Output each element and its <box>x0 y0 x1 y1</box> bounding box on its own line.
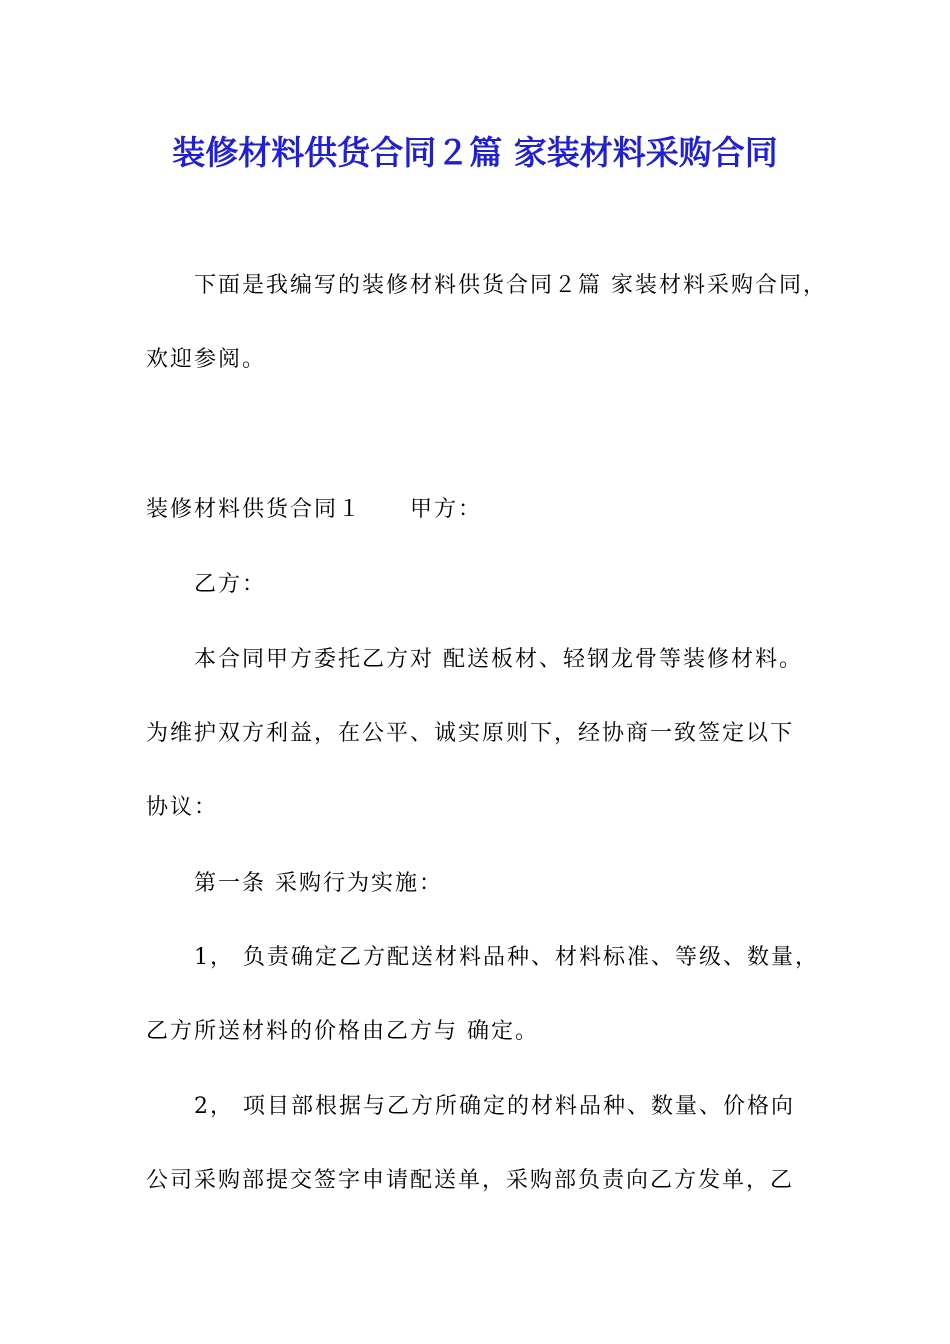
paragraph-line: 协议： <box>146 795 219 820</box>
clause-line: 2， 项目部根据与乙方所确定的材料品种、数量、价格向 <box>194 1094 795 1119</box>
party-b-line: 乙方： <box>194 572 267 597</box>
article-heading: 第一条 采购行为实施： <box>194 871 443 896</box>
contract-heading-party-a: 装修材料供货合同１ 甲方： <box>146 497 483 522</box>
intro-line-2: 欢迎参阅。 <box>146 347 267 372</box>
document-title: 装修材料供货合同２篇 家装材料采购合同 <box>172 133 778 172</box>
intro-line-1: 下面是我编写的装修材料供货合同２篇 家装材料采购合同， <box>194 273 827 298</box>
clause-line: 1， 负责确定乙方配送材料品种、材料标准、等级、数量， <box>194 945 819 970</box>
paragraph-line: 本合同甲方委托乙方对 配送板材、轻钢龙骨等装修材料。 <box>194 647 803 672</box>
paragraph-line: 为维护双方利益，在公平、诚实原则下，经协商一致签定以下 <box>146 721 795 746</box>
clause-line: 公司采购部提交签字申请配送单，采购部负责向乙方发单，乙 <box>146 1168 795 1193</box>
clause-line: 乙方所送材料的价格由乙方与 确定。 <box>146 1019 539 1044</box>
